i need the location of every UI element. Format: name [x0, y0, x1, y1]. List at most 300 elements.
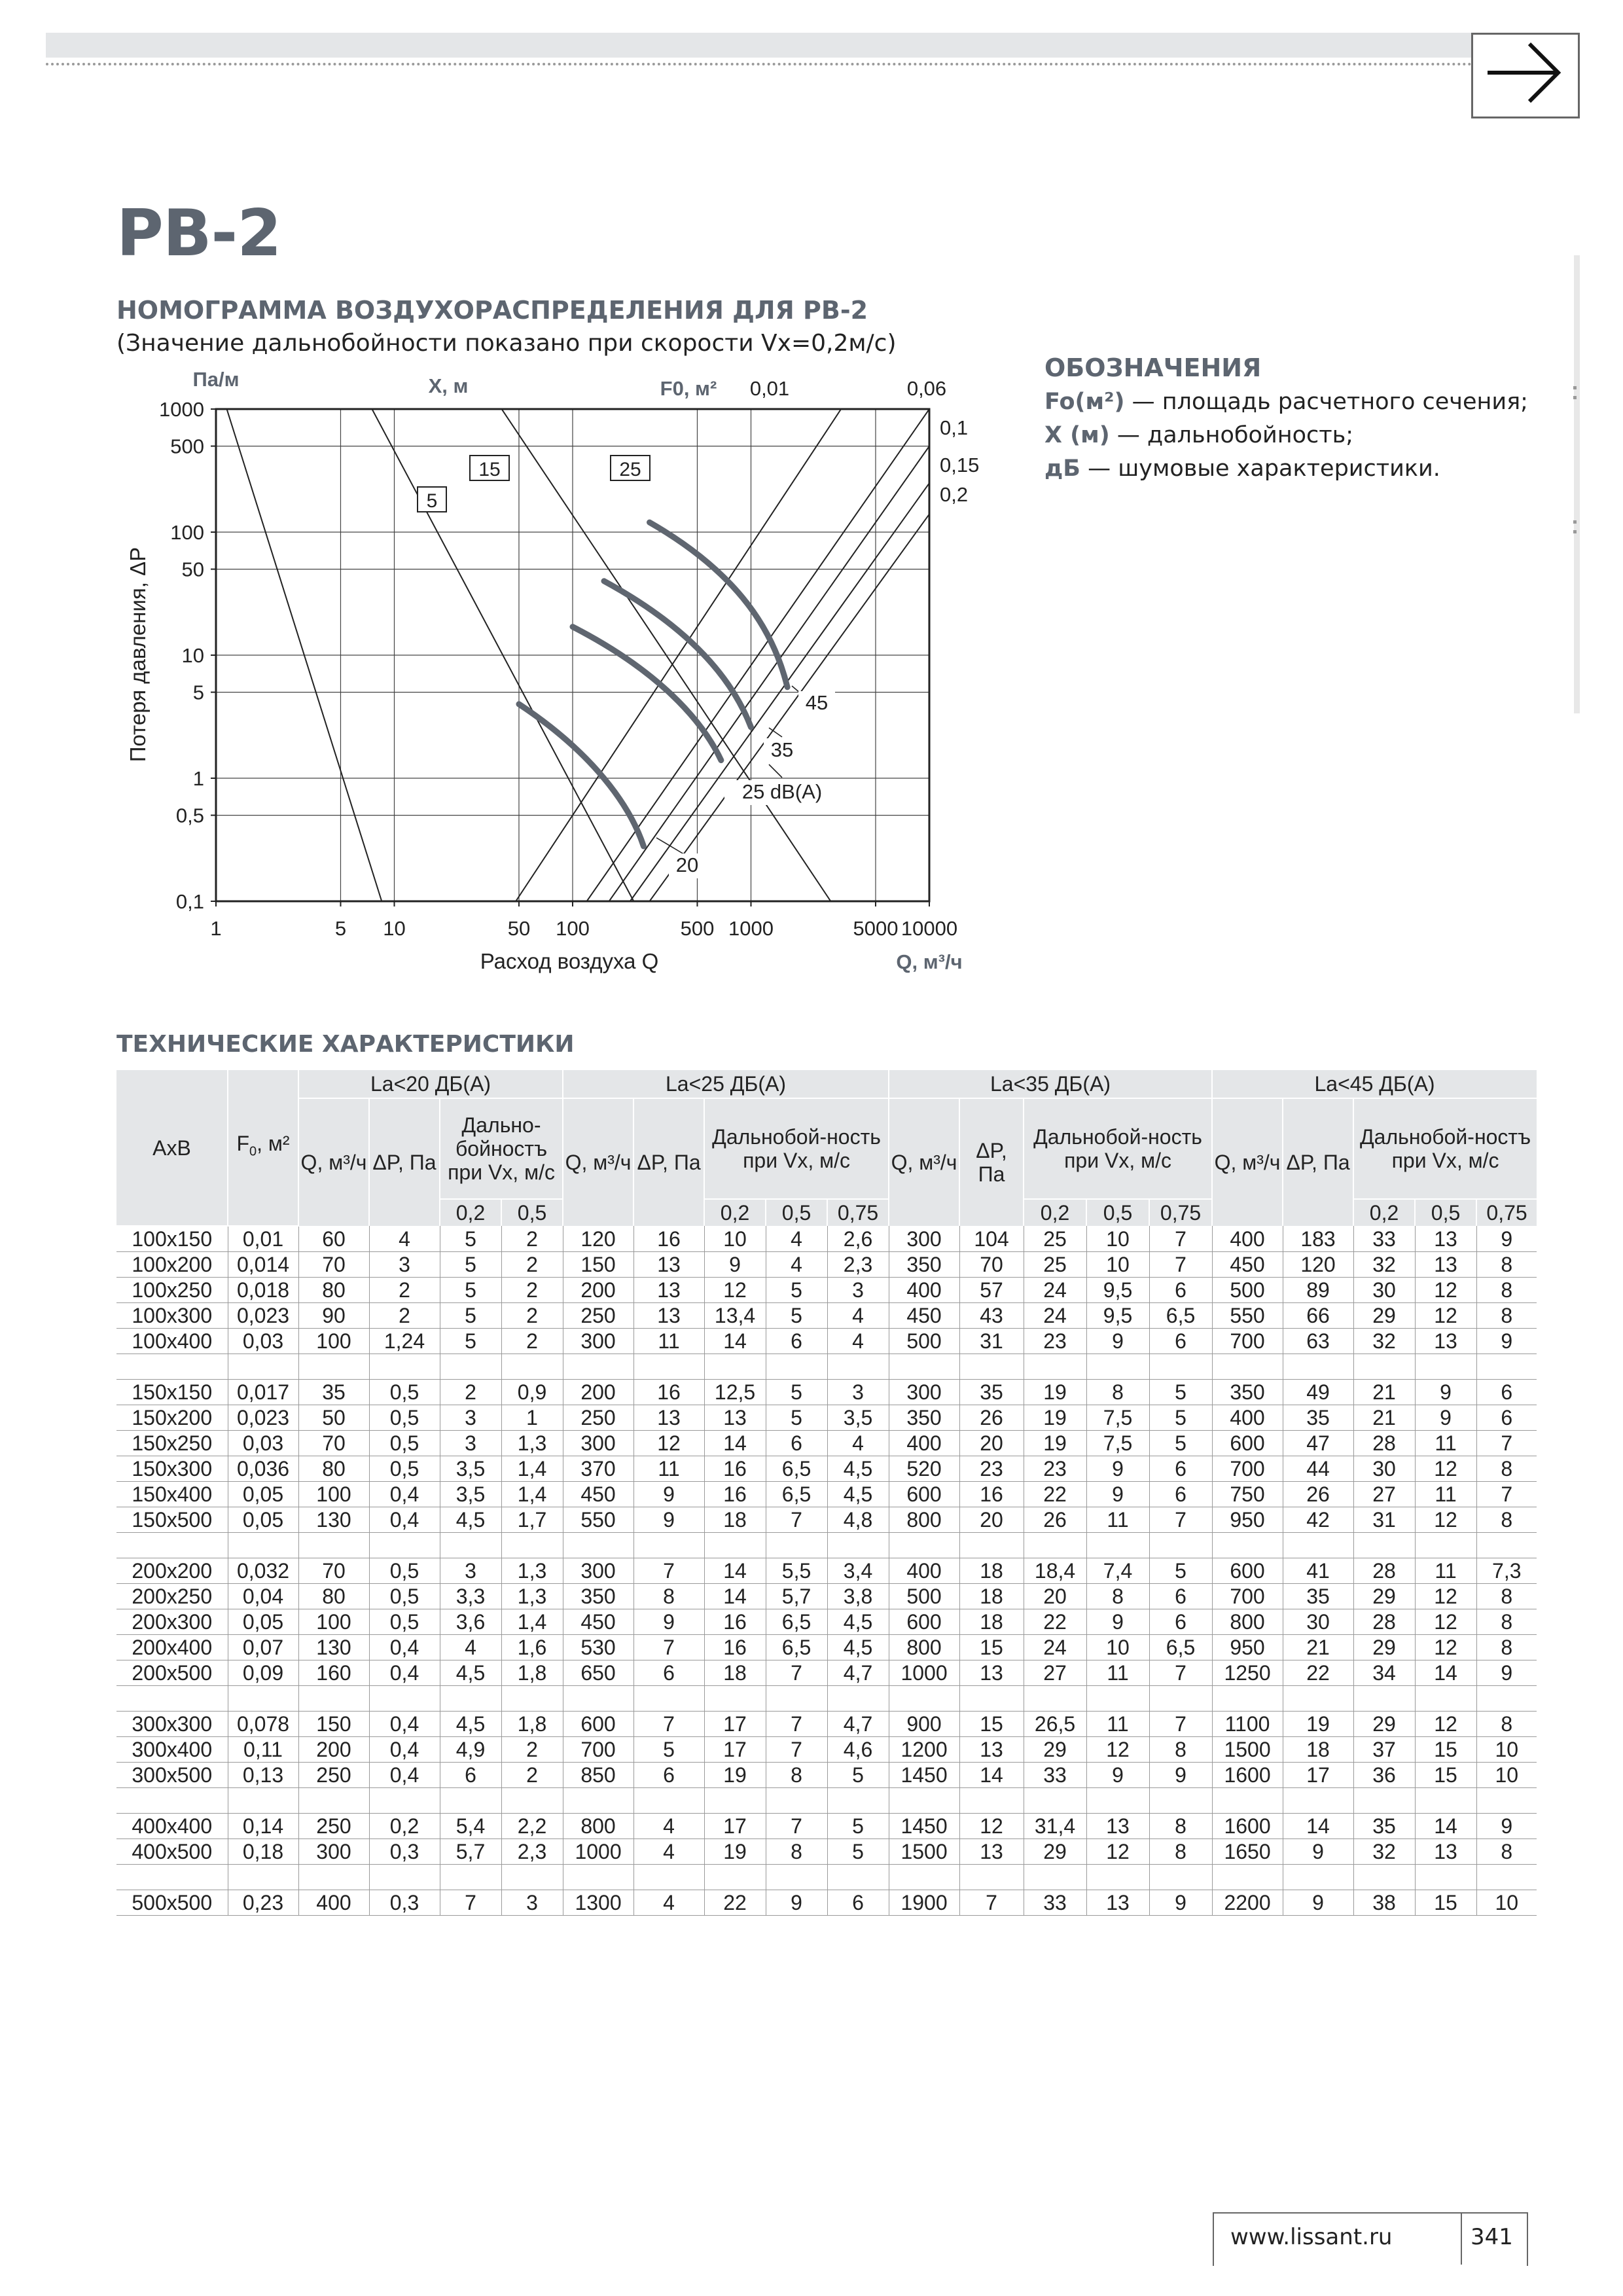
table-cell: 17 [704, 1814, 766, 1839]
table-cell: 700 [563, 1737, 633, 1763]
table-cell: 16 [633, 1226, 704, 1252]
table-cell [889, 1788, 959, 1814]
table-cell: 22 [1024, 1609, 1086, 1635]
table-cell: 6 [440, 1763, 501, 1788]
cell-axb: 200x250 [116, 1584, 228, 1609]
table-cell [501, 1354, 563, 1380]
table-cell: 0,05 [228, 1482, 298, 1507]
table-cell [827, 1788, 889, 1814]
legend-item-x [1044, 422, 1353, 448]
table-cell: 0,023 [228, 1405, 298, 1431]
table-cell: 1300 [563, 1890, 633, 1916]
table-cell: 5 [1149, 1380, 1212, 1405]
table-cell: 7 [1476, 1431, 1537, 1456]
table-cell: 1600 [1212, 1763, 1283, 1788]
table-cell: 4,5 [827, 1609, 889, 1635]
table-cell: 0,017 [228, 1380, 298, 1405]
table-cell: 400 [889, 1558, 959, 1584]
table-cell: 200 [563, 1380, 633, 1405]
table-cell: 0,5 [369, 1609, 440, 1635]
table-cell: 29 [1353, 1635, 1415, 1660]
table-row [116, 1737, 1537, 1763]
nomogram-chart [0, 0, 1047, 1021]
table-cell [1283, 1686, 1353, 1712]
table-cell: 1,6 [501, 1635, 563, 1660]
table-cell: 47 [1283, 1431, 1353, 1456]
table-cell: 14 [1283, 1814, 1353, 1839]
table-cell: 17 [704, 1737, 766, 1763]
x-unit-label: Q, м³/ч [896, 950, 963, 973]
table-cell: 0,11 [228, 1737, 298, 1763]
table-cell: 0,018 [228, 1278, 298, 1303]
y-tick-label: 1 [192, 767, 204, 790]
table-cell [633, 1865, 704, 1890]
footer-url-link[interactable]: www.lissant.ru [1230, 2224, 1393, 2250]
table-cell: 42 [1283, 1507, 1353, 1533]
table-cell [298, 1788, 369, 1814]
table-cell [959, 1533, 1024, 1558]
table-cell [1283, 1788, 1353, 1814]
table-row [116, 1609, 1537, 1635]
table-cell: 4,6 [827, 1737, 889, 1763]
table-cell: 19 [1024, 1405, 1086, 1431]
table-cell: 9 [1476, 1226, 1537, 1252]
table-cell: 12 [1086, 1737, 1149, 1763]
table-cell: 6 [1149, 1278, 1212, 1303]
table-cell: 0,05 [228, 1507, 298, 1533]
table-cell: 13 [1415, 1252, 1476, 1278]
table-cell: 6 [633, 1763, 704, 1788]
cell-axb: 100x250 [116, 1278, 228, 1303]
table-row [116, 1431, 1537, 1456]
table-cell: 10 [1086, 1635, 1149, 1660]
table-cell: 31 [1353, 1507, 1415, 1533]
table-cell: 7 [766, 1660, 827, 1686]
table-cell: 8 [1476, 1635, 1537, 1660]
table-row [116, 1660, 1537, 1686]
table-cell [563, 1865, 633, 1890]
table-cell: 13,4 [704, 1303, 766, 1329]
table-cell [1086, 1533, 1149, 1558]
table-cell: 300 [298, 1839, 369, 1865]
y-axis-title: Потеря давления, ΔP [126, 547, 150, 762]
table-cell: 2,6 [827, 1226, 889, 1252]
table-cell: 9 [1086, 1482, 1149, 1507]
table-cell [633, 1533, 704, 1558]
table-cell: 530 [563, 1635, 633, 1660]
table-cell [704, 1354, 766, 1380]
table-cell [889, 1686, 959, 1712]
table-spacer-row [116, 1533, 1537, 1558]
table-cell: 9 [704, 1252, 766, 1278]
table-cell: 0,5 [369, 1584, 440, 1609]
table-row [116, 1635, 1537, 1660]
table-cell: 5 [766, 1405, 827, 1431]
col-v: 0,75 [1476, 1199, 1537, 1226]
cell-axb: 150x250 [116, 1431, 228, 1456]
table-cell: 12 [1086, 1839, 1149, 1865]
table-cell: 18 [704, 1660, 766, 1686]
table-row [116, 1712, 1537, 1737]
table-cell: 24 [1024, 1278, 1086, 1303]
table-cell: 7,4 [1086, 1558, 1149, 1584]
table-cell: 0,5 [369, 1456, 440, 1482]
table-cell: 900 [889, 1712, 959, 1737]
table-cell: 0,5 [369, 1431, 440, 1456]
col-dp: ΔP, Па [369, 1098, 440, 1226]
table-cell: 0,01 [228, 1226, 298, 1252]
table-cell [369, 1686, 440, 1712]
table-cell: 5 [440, 1303, 501, 1329]
x-tick-label: 50 [507, 917, 531, 940]
page-title: РВ-2 [116, 196, 281, 271]
col-q: Q, м³/ч [298, 1098, 369, 1226]
table-cell [1415, 1865, 1476, 1890]
cell-axb [116, 1788, 228, 1814]
table-cell: 5 [766, 1303, 827, 1329]
table-cell: 22 [1024, 1482, 1086, 1507]
table-cell: 2 [501, 1226, 563, 1252]
table-cell: 10 [1476, 1763, 1537, 1788]
table-cell: 6 [633, 1660, 704, 1686]
table-cell: 7,3 [1476, 1558, 1537, 1584]
table-cell: 3,5 [440, 1456, 501, 1482]
table-cell: 13 [1415, 1329, 1476, 1354]
table-cell: 120 [1283, 1252, 1353, 1278]
table-cell: 2 [501, 1303, 563, 1329]
table-cell: 9 [1476, 1814, 1537, 1839]
col-f0-label: F [236, 1132, 249, 1156]
table-cell: 4,7 [827, 1660, 889, 1686]
side-dot [1573, 520, 1577, 524]
table-cell: 950 [1212, 1507, 1283, 1533]
table-cell: 800 [563, 1814, 633, 1839]
table-cell [1283, 1865, 1353, 1890]
table-cell: 21 [1353, 1405, 1415, 1431]
table-cell: 0,14 [228, 1814, 298, 1839]
table-cell: 104 [959, 1226, 1024, 1252]
table-cell: 15 [959, 1712, 1024, 1737]
table-cell: 0,3 [369, 1839, 440, 1865]
next-page-button[interactable] [1471, 33, 1580, 118]
cell-axb [116, 1686, 228, 1712]
table-cell [1415, 1354, 1476, 1380]
table-cell [563, 1788, 633, 1814]
table-cell: 63 [1283, 1329, 1353, 1354]
table-cell: 7 [1149, 1660, 1212, 1686]
table-cell: 8 [1476, 1712, 1537, 1737]
table-cell [440, 1686, 501, 1712]
table-cell: 300 [889, 1380, 959, 1405]
table-cell: 800 [1212, 1609, 1283, 1635]
specs-table [116, 1070, 1537, 1916]
table-cell [228, 1686, 298, 1712]
table-cell [1024, 1788, 1086, 1814]
table-row [116, 1763, 1537, 1788]
table-cell: 8 [1476, 1584, 1537, 1609]
table-cell: 11 [1415, 1482, 1476, 1507]
table-cell: 4 [369, 1226, 440, 1252]
table-cell [633, 1354, 704, 1380]
table-cell: 300 [563, 1558, 633, 1584]
table-cell: 450 [1212, 1252, 1283, 1278]
table-cell: 35 [1283, 1405, 1353, 1431]
table-spacer-row [116, 1788, 1537, 1814]
table-cell: 1000 [563, 1839, 633, 1865]
table-cell: 750 [1212, 1482, 1283, 1507]
table-cell: 1,4 [501, 1609, 563, 1635]
table-cell: 800 [889, 1635, 959, 1660]
table-cell: 8 [1476, 1839, 1537, 1865]
table-cell: 2 [369, 1278, 440, 1303]
cell-axb: 100x400 [116, 1329, 228, 1354]
table-cell: 32 [1353, 1329, 1415, 1354]
table-cell: 24 [1024, 1303, 1086, 1329]
col-range: Дальнобой-ность при Vx, м/с [1024, 1098, 1212, 1199]
table-cell: 300 [889, 1226, 959, 1252]
table-cell: 12 [1415, 1635, 1476, 1660]
table-cell: 7 [1149, 1507, 1212, 1533]
legend-item-f0 [1044, 389, 1528, 415]
x-tick-label: 5 [334, 917, 347, 940]
table-cell: 1,3 [501, 1558, 563, 1584]
table-cell: 30 [1283, 1609, 1353, 1635]
table-cell: 7 [1476, 1482, 1537, 1507]
col-v: 0,2 [1024, 1199, 1086, 1226]
table-cell: 4 [633, 1839, 704, 1865]
table-cell: 6 [766, 1431, 827, 1456]
table-cell: 29 [1024, 1839, 1086, 1865]
f0-family-label: 0,01 [749, 377, 790, 400]
table-cell [563, 1686, 633, 1712]
table-cell: 30 [1353, 1456, 1415, 1482]
table-cell: 7 [440, 1890, 501, 1916]
table-cell: 450 [563, 1482, 633, 1507]
table-cell: 0,3 [369, 1890, 440, 1916]
noise-curve-label: 45 [805, 691, 829, 714]
footer-divider [1461, 2212, 1462, 2265]
table-cell [1283, 1354, 1353, 1380]
f0-family-label: 0,1 [940, 416, 969, 439]
table-cell: 8 [1476, 1609, 1537, 1635]
table-cell [827, 1686, 889, 1712]
table-cell: 31,4 [1024, 1814, 1086, 1839]
table-cell: 1,8 [501, 1712, 563, 1737]
table-cell [1149, 1788, 1212, 1814]
noise-label-leader [656, 838, 684, 854]
table-cell: 8 [1476, 1507, 1537, 1533]
table-cell [704, 1533, 766, 1558]
table-cell: 3 [827, 1278, 889, 1303]
table-cell: 3,8 [827, 1584, 889, 1609]
table-cell [501, 1865, 563, 1890]
table-cell: 4,5 [440, 1660, 501, 1686]
table-cell: 70 [298, 1431, 369, 1456]
table-cell: 550 [563, 1507, 633, 1533]
table-cell: 0,078 [228, 1712, 298, 1737]
table-cell: 0,5 [369, 1405, 440, 1431]
table-cell: 600 [889, 1609, 959, 1635]
table-cell: 5 [1149, 1558, 1212, 1584]
table-row [116, 1890, 1537, 1916]
table-cell: 1650 [1212, 1839, 1283, 1865]
col-v: 0,75 [827, 1199, 889, 1226]
table-row [116, 1839, 1537, 1865]
table-cell: 34 [1353, 1660, 1415, 1686]
table-cell [1212, 1354, 1283, 1380]
table-cell: 12 [1415, 1609, 1476, 1635]
table-cell: 100 [298, 1609, 369, 1635]
table-row [116, 1303, 1537, 1329]
noise-curve-label: 35 [770, 738, 794, 761]
table-cell: 12 [633, 1431, 704, 1456]
table-cell: 16 [959, 1482, 1024, 1507]
cell-axb: 200x300 [116, 1609, 228, 1635]
y-tick-label: 5 [192, 681, 204, 704]
table-cell: 11 [633, 1456, 704, 1482]
table-cell: 4 [766, 1226, 827, 1252]
table-cell: 6,5 [1149, 1635, 1212, 1660]
table-cell [228, 1788, 298, 1814]
table-cell: 12 [1415, 1584, 1476, 1609]
table-cell: 130 [298, 1635, 369, 1660]
table-cell [1149, 1533, 1212, 1558]
table-cell: 4,9 [440, 1737, 501, 1763]
table-cell: 3 [827, 1380, 889, 1405]
table-cell: 700 [1212, 1584, 1283, 1609]
table-cell: 5 [633, 1737, 704, 1763]
legend-title: ОБОЗНАЧЕНИЯ [1044, 353, 1262, 382]
table-cell: 0,03 [228, 1431, 298, 1456]
table-cell: 500 [889, 1584, 959, 1609]
legend-item-db [1044, 456, 1440, 482]
y-tick-label: 10 [181, 644, 204, 667]
table-cell: 2 [501, 1252, 563, 1278]
table-cell: 22 [704, 1890, 766, 1916]
table-cell: 6 [1476, 1380, 1537, 1405]
table-cell: 350 [563, 1584, 633, 1609]
table-cell: 6 [1149, 1482, 1212, 1507]
table-cell: 0,03 [228, 1329, 298, 1354]
table-cell: 12 [704, 1278, 766, 1303]
table-row [116, 1558, 1537, 1584]
table-cell: 23 [959, 1456, 1024, 1482]
table-cell [228, 1533, 298, 1558]
legend-term: дБ [1044, 456, 1080, 482]
table-cell: 12 [959, 1814, 1024, 1839]
table-cell: 7 [633, 1712, 704, 1737]
table-row [116, 1278, 1537, 1303]
table-cell: 27 [1024, 1660, 1086, 1686]
x-tick-label: 500 [680, 917, 715, 940]
table-cell: 26 [1283, 1482, 1353, 1507]
table-cell: 13 [959, 1660, 1024, 1686]
table-cell: 520 [889, 1456, 959, 1482]
table-cell [959, 1686, 1024, 1712]
table-cell: 13 [959, 1737, 1024, 1763]
table-cell: 12 [1415, 1278, 1476, 1303]
table-cell: 33 [1353, 1226, 1415, 1252]
table-cell: 80 [298, 1456, 369, 1482]
table-cell: 31 [959, 1329, 1024, 1354]
col-dp: ΔP, Па [633, 1098, 704, 1226]
table-cell: 130 [298, 1507, 369, 1533]
table-cell: 2,3 [827, 1252, 889, 1278]
table-cell: 1,4 [501, 1456, 563, 1482]
table-cell [766, 1788, 827, 1814]
table-cell: 19 [1024, 1431, 1086, 1456]
table-cell: 80 [298, 1584, 369, 1609]
table-cell: 400 [1212, 1226, 1283, 1252]
table-cell: 2,2 [501, 1814, 563, 1839]
table-cell: 350 [889, 1252, 959, 1278]
table-cell: 7,5 [1086, 1405, 1149, 1431]
table-cell: 4,5 [827, 1635, 889, 1660]
table-cell: 850 [563, 1763, 633, 1788]
table-cell: 10 [1086, 1226, 1149, 1252]
table-cell [1024, 1354, 1086, 1380]
nomogram-subtitle: (Значение дальнобойности показано при скорости Vx=0,2м/с) [116, 330, 897, 357]
table-cell: 7 [766, 1507, 827, 1533]
table-cell: 1000 [889, 1660, 959, 1686]
table-cell: 8 [1149, 1814, 1212, 1839]
table-cell: 1,8 [501, 1660, 563, 1686]
table-cell: 5 [766, 1278, 827, 1303]
table-cell: 13 [1086, 1814, 1149, 1839]
table-cell: 70 [959, 1252, 1024, 1278]
noise-curve [519, 704, 643, 846]
cell-axb: 200x400 [116, 1635, 228, 1660]
col-v: 0,5 [1086, 1199, 1149, 1226]
col-v: 0,75 [1149, 1199, 1212, 1226]
table-cell: 2 [369, 1303, 440, 1329]
table-cell [889, 1354, 959, 1380]
table-cell: 29 [1353, 1584, 1415, 1609]
table-cell: 500 [889, 1329, 959, 1354]
table-cell [1212, 1865, 1283, 1890]
table-cell: 7 [1149, 1712, 1212, 1737]
table-cell: 250 [563, 1405, 633, 1431]
table-cell: 1900 [889, 1890, 959, 1916]
table-cell: 400 [889, 1278, 959, 1303]
table-cell [440, 1865, 501, 1890]
table-cell [1283, 1533, 1353, 1558]
table-cell [1149, 1686, 1212, 1712]
group-header: La<35 ДБ(А) [889, 1070, 1212, 1098]
table-cell: 8 [1476, 1456, 1537, 1482]
table-cell: 20 [1024, 1584, 1086, 1609]
table-cell: 4,7 [827, 1712, 889, 1737]
table-cell [369, 1788, 440, 1814]
side-dot [1573, 396, 1577, 399]
table-cell: 11 [633, 1329, 704, 1354]
table-cell: 5 [440, 1329, 501, 1354]
table-cell: 10 [1086, 1252, 1149, 1278]
table-cell: 5 [1149, 1405, 1212, 1431]
table-cell: 37 [1353, 1737, 1415, 1763]
table-cell: 3,3 [440, 1584, 501, 1609]
table-cell: 650 [563, 1660, 633, 1686]
table-cell [1476, 1533, 1537, 1558]
table-cell: 0,09 [228, 1660, 298, 1686]
col-v: 0,5 [766, 1199, 827, 1226]
table-cell [633, 1686, 704, 1712]
table-cell: 8 [1086, 1380, 1149, 1405]
legend-text: — дальнобойность; [1109, 422, 1354, 448]
table-cell: 26 [959, 1405, 1024, 1431]
cell-axb [116, 1533, 228, 1558]
cell-axb: 100x150 [116, 1226, 228, 1252]
